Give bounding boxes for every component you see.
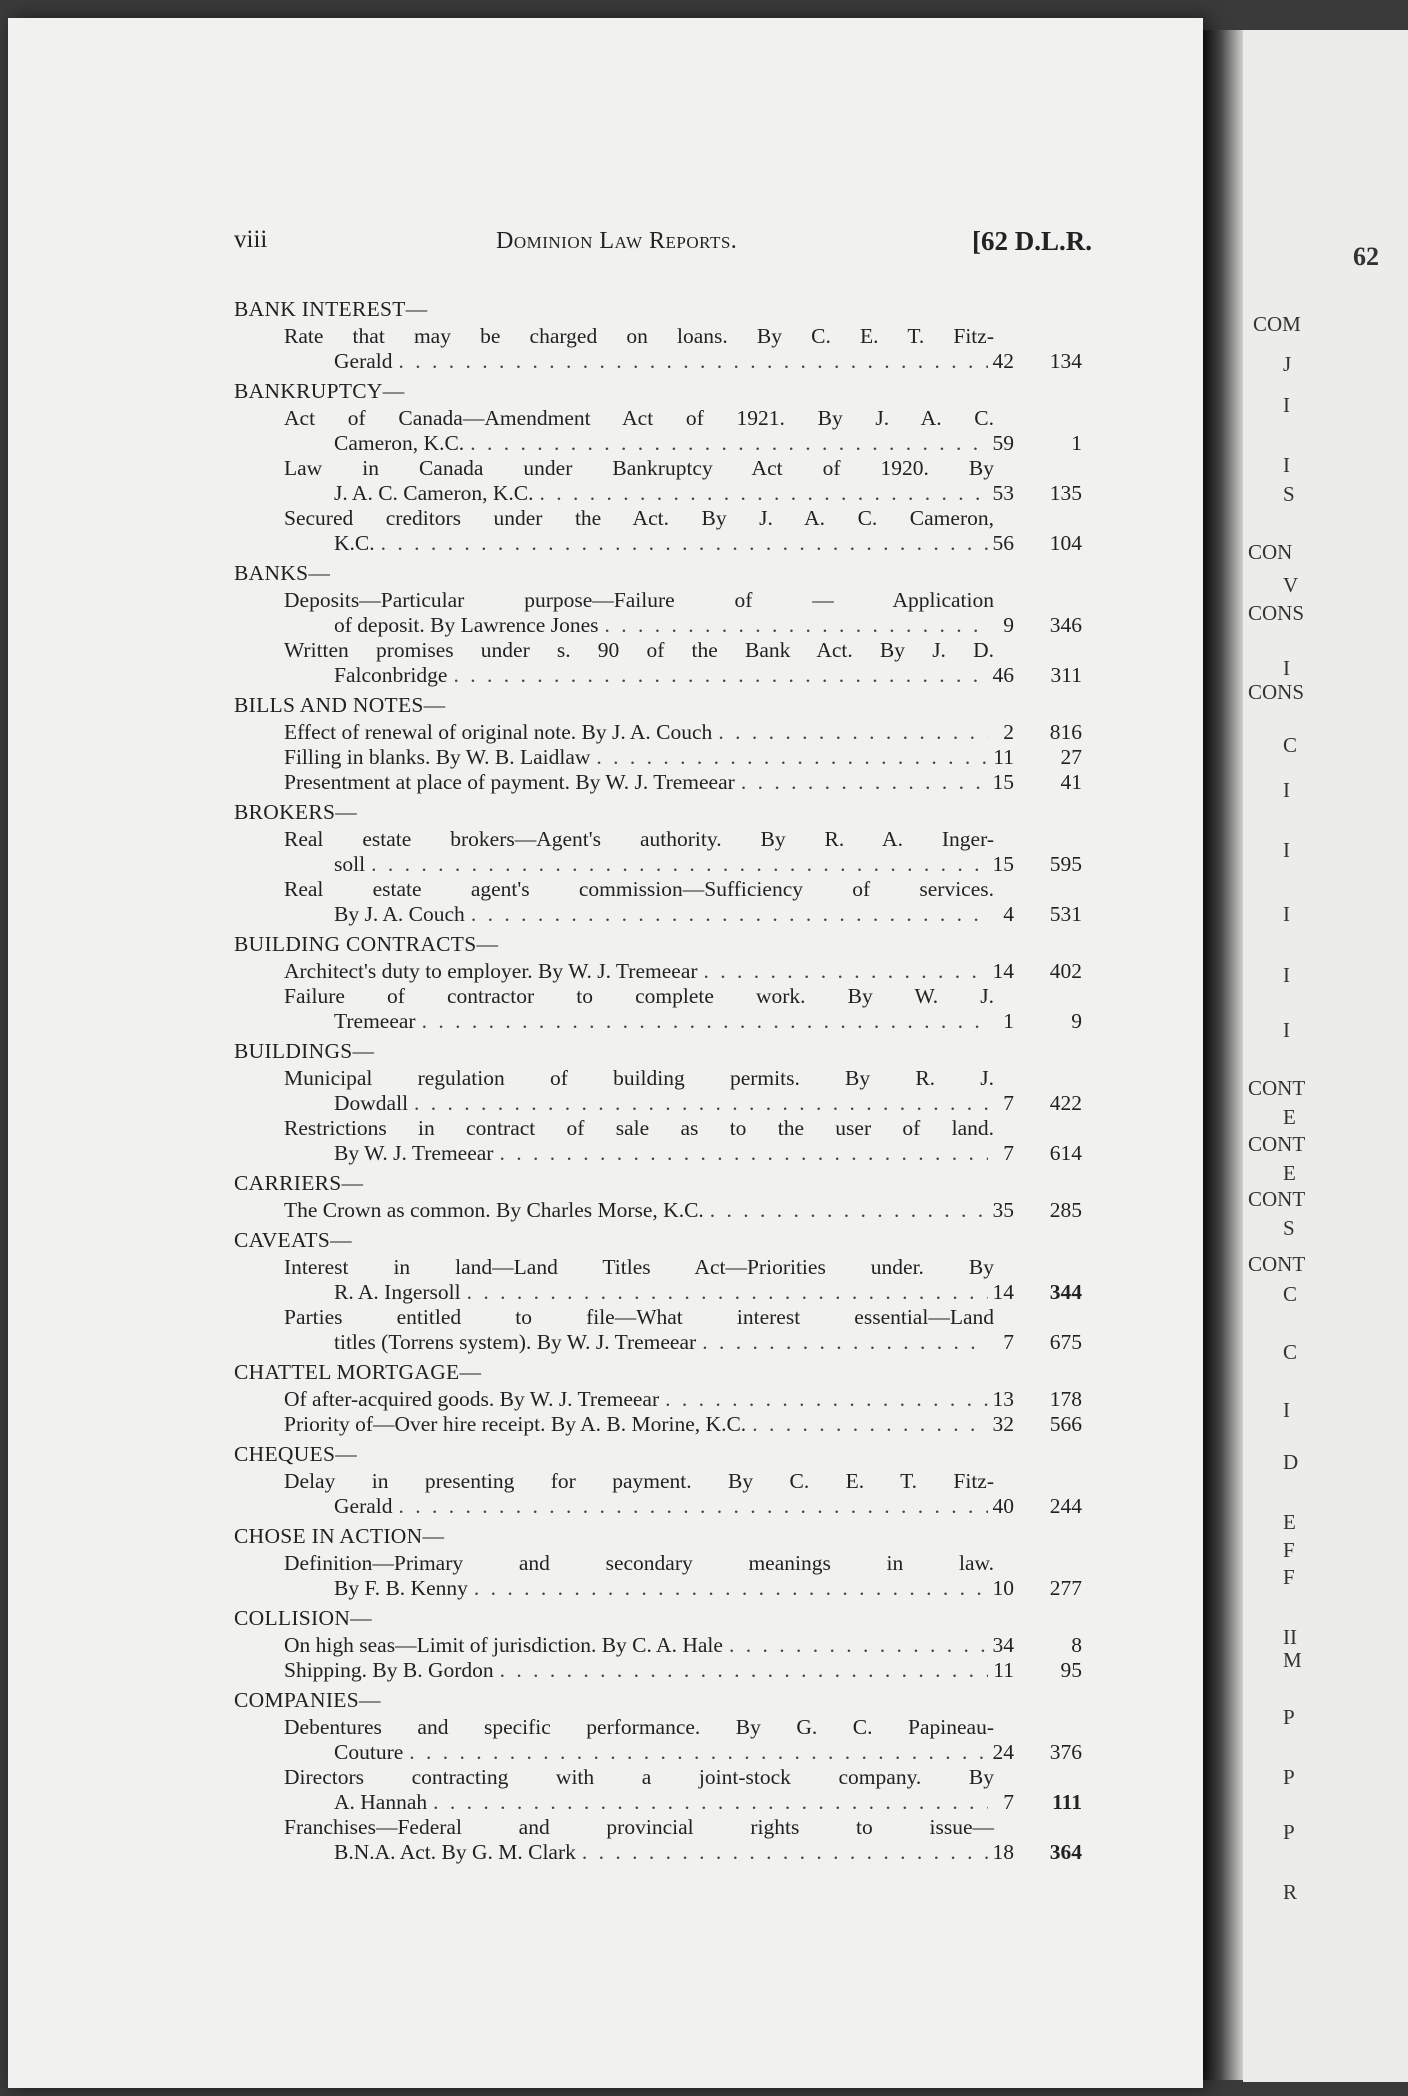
index-entry: [234, 506, 1086, 556]
entry-text-line: [234, 1116, 1086, 1141]
facing-page-fragment: I: [1283, 393, 1290, 417]
volume-number: 34: [992, 1633, 1014, 1657]
entry-final-line: [234, 1576, 1086, 1601]
facing-page-fragment: CONT: [1248, 1132, 1306, 1156]
facing-page-fragment: CONT: [1248, 1252, 1306, 1276]
dot-leader: [752, 1412, 988, 1437]
facing-page-fragment: J: [1283, 352, 1292, 376]
index-entry: [234, 877, 1086, 927]
entry-final-line: [234, 1412, 1086, 1437]
dot-leader: [371, 852, 988, 877]
index-heading: BUILDINGS—: [234, 1039, 375, 1063]
entry-final-line: [234, 531, 1086, 556]
page-number: 134: [1049, 349, 1082, 373]
dot-leader: [605, 613, 989, 638]
facing-volume-number: 62: [1353, 242, 1379, 271]
entry-final-line: [234, 1009, 1086, 1034]
leader-row: [284, 1658, 994, 1683]
index-heading: CHEQUES—: [234, 1442, 358, 1466]
page-number: 531: [1049, 902, 1082, 926]
leader-row: [334, 1141, 994, 1166]
entry-text: J. A. C. Cameron, K.C.: [334, 481, 534, 505]
page-number: 675: [1049, 1330, 1082, 1354]
entry-text: Architect's duty to employer. By W. J. Tremeear: [284, 959, 698, 983]
entry-text: By J. A. Couch: [334, 902, 465, 926]
entry-text: Filling in blanks. By W. B. Laidlaw: [284, 745, 591, 769]
leader-row: [334, 1840, 994, 1865]
entry-text: Rate that may be charged on loans. By C. E. T. Fitz-: [284, 324, 994, 348]
page-number: 111: [1052, 1790, 1082, 1814]
dot-leader: [500, 1658, 988, 1683]
entry-text: Failure of contractor to complete work. By W. J.: [284, 984, 994, 1008]
entry-text-line: [234, 1255, 1086, 1280]
dot-leader: [704, 959, 988, 984]
leader-row: [334, 1091, 994, 1116]
facing-page-fragment: II: [1283, 1625, 1297, 1649]
entry-text: Secured creditors under the Act. By J. A. C. Cameron,: [284, 506, 994, 530]
page-number: 285: [1049, 1198, 1082, 1222]
entry-final-line: [234, 1280, 1086, 1305]
entry-final-line: [234, 1740, 1086, 1765]
facing-page-fragment: D: [1283, 1450, 1299, 1474]
index-heading: BROKERS—: [234, 800, 358, 824]
facing-page-fragment: S: [1283, 482, 1295, 506]
volume-number: 1: [1003, 1009, 1014, 1033]
index-heading: COMPANIES—: [234, 1688, 381, 1712]
entry-text-line: [234, 588, 1086, 613]
page-number: 566: [1049, 1412, 1082, 1436]
entry-final-line: [234, 1633, 1086, 1658]
entry-text: Law in Canada under Bankruptcy Act of 1920. By: [284, 456, 994, 480]
entry-text: Directors contracting with a joint-stock company. By: [284, 1765, 994, 1789]
page-number: 376: [1049, 1740, 1082, 1764]
facing-page-fragment: F: [1283, 1565, 1295, 1589]
leader-row: [284, 1412, 994, 1437]
facing-page-fragment: P: [1283, 1765, 1295, 1789]
page-number: 595: [1049, 852, 1082, 876]
page-number: 244: [1049, 1494, 1082, 1518]
volume-number: 11: [993, 745, 1014, 769]
dot-leader: [399, 1494, 989, 1519]
volume-number: 40: [992, 1494, 1014, 1518]
index-heading: BUILDING CONTRACTS—: [234, 932, 499, 956]
entry-text-line: [234, 1469, 1086, 1494]
facing-page-fragment: P: [1283, 1820, 1295, 1844]
index-entry: [234, 1633, 1086, 1658]
entry-text: Franchises—Federal and provincial rights to issue—: [284, 1815, 994, 1839]
page-number: 41: [1060, 770, 1082, 794]
dot-leader: [741, 770, 988, 795]
index-entry: [234, 1116, 1086, 1166]
entry-final-line: [234, 613, 1086, 638]
volume-number: 4: [1003, 902, 1014, 926]
facing-page-fragment: F: [1283, 1538, 1295, 1562]
facing-page-fragment: I: [1283, 453, 1290, 477]
entry-text: Falconbridge: [334, 663, 448, 687]
facing-page-fragment: I: [1283, 963, 1290, 987]
index-entry: [234, 588, 1086, 638]
index-heading: CARRIERS—: [234, 1171, 364, 1195]
entry-text: Gerald: [334, 1494, 393, 1518]
facing-page-fragment: CONT: [1248, 1187, 1306, 1211]
entry-text: Real estate brokers—Agent's authority. By R. A. Inger-: [284, 827, 994, 851]
index-heading: CHATTEL MORTGAGE—: [234, 1360, 482, 1384]
entry-text-line: [234, 1066, 1086, 1091]
dot-leader: [665, 1387, 988, 1412]
index-entry: [234, 745, 1086, 770]
volume-number: 9: [1003, 613, 1014, 637]
dot-leader: [499, 1141, 988, 1166]
dot-leader: [453, 663, 988, 688]
dot-leader: [474, 1576, 988, 1601]
volume-number: 11: [993, 1658, 1014, 1682]
leader-row: [334, 531, 994, 556]
dot-leader: [729, 1633, 988, 1658]
facing-page-fragment: CONS: [1248, 680, 1305, 704]
facing-page-fragment: I: [1283, 902, 1290, 926]
facing-page-fragment: I: [1283, 1018, 1290, 1042]
entry-final-line: [234, 1330, 1086, 1355]
index-entry: [234, 984, 1086, 1034]
facing-page-fragment: COM: [1253, 312, 1301, 336]
entry-text-line: [234, 1551, 1086, 1576]
entry-text: K.C.: [334, 531, 375, 555]
dot-leader: [702, 1330, 988, 1355]
dot-leader: [433, 1790, 988, 1815]
entry-final-line: [234, 1790, 1086, 1815]
leader-row: [334, 1576, 994, 1601]
entry-text: Effect of renewal of original note. By J. A. Couch: [284, 720, 713, 744]
entry-text: Debentures and specific performance. By G. C. Papineau-: [284, 1715, 994, 1739]
volume-number: 14: [992, 1280, 1014, 1304]
entry-final-line: [234, 959, 1086, 984]
index-entry: [234, 1198, 1086, 1223]
page-number: 1: [1071, 431, 1082, 455]
dot-leader: [582, 1840, 988, 1865]
index-entry: [234, 1658, 1086, 1683]
entry-final-line: [234, 902, 1086, 927]
index-heading: BANKRUPTCY—: [234, 379, 405, 403]
entry-text: titles (Torrens system). By W. J. Tremeear: [334, 1330, 697, 1354]
page-number: 277: [1049, 1576, 1082, 1600]
entry-final-line: [234, 431, 1086, 456]
book-gutter: [1203, 30, 1243, 2080]
volume-number: 13: [992, 1387, 1014, 1411]
facing-page-fragment: I: [1283, 1398, 1290, 1422]
index-entry: [234, 324, 1086, 374]
index-heading: COLLISION—: [234, 1606, 372, 1630]
facing-page-fragment: I: [1283, 838, 1290, 862]
entry-final-line: [234, 1387, 1086, 1412]
page-number: 422: [1049, 1091, 1082, 1115]
index-entry: [234, 1066, 1086, 1116]
facing-page-fragment: C: [1283, 733, 1298, 757]
facing-page-fragment: R: [1283, 1880, 1298, 1904]
entry-text: soll: [334, 852, 366, 876]
dot-leader: [467, 1280, 988, 1305]
index-heading: BILLS AND NOTES—: [234, 693, 446, 717]
page-number: 178: [1049, 1387, 1082, 1411]
page-number: 311: [1050, 663, 1082, 687]
entry-text: Couture: [334, 1740, 404, 1764]
entry-text: On high seas—Limit of jurisdiction. By C. A. Hale: [284, 1633, 723, 1657]
entry-text-line: [234, 877, 1086, 902]
index-entry: [234, 770, 1086, 795]
facing-page-fragment: M: [1283, 1648, 1302, 1672]
entry-text-line: [234, 827, 1086, 852]
dot-leader: [596, 745, 988, 770]
entry-text: Real estate agent's commission—Sufficiency of services.: [284, 877, 994, 901]
entry-text: Parties entitled to file—What interest essential—Land: [284, 1305, 994, 1329]
volume-number: 59: [992, 431, 1014, 455]
leader-row: [334, 349, 994, 374]
index-heading: CAVEATS—: [234, 1228, 352, 1252]
leader-row: [334, 663, 994, 688]
dot-leader: [471, 902, 988, 927]
entry-text: Act of Canada—Amendment Act of 1921. By J. A. C.: [284, 406, 994, 430]
entry-text-line: [234, 638, 1086, 663]
page-number: viii: [234, 226, 268, 253]
page-number: 816: [1049, 720, 1082, 744]
volume-number: 42: [992, 349, 1014, 373]
entry-text: Definition—Primary and secondary meanings in law.: [284, 1551, 994, 1575]
index-entry: [234, 1412, 1086, 1437]
dot-leader: [414, 1091, 988, 1116]
volume-number: 7: [1003, 1330, 1014, 1354]
volume-number: 14: [992, 959, 1014, 983]
page-number: 344: [1049, 1280, 1082, 1304]
entry-text-line: [234, 984, 1086, 1009]
index-heading: CHOSE IN ACTION—: [234, 1524, 445, 1548]
facing-page-fragment: I: [1283, 656, 1290, 680]
index-entry: [234, 1715, 1086, 1765]
index-heading: BANKS—: [234, 561, 331, 585]
running-title: Dominion Law Reports.: [496, 228, 738, 254]
page-number: 402: [1049, 959, 1082, 983]
leader-row: [284, 1387, 994, 1412]
volume-number: 7: [1003, 1141, 1014, 1165]
page-number: 9: [1071, 1009, 1082, 1033]
entry-text-line: [234, 1715, 1086, 1740]
entry-final-line: [234, 1091, 1086, 1116]
entry-text: Dowdall: [334, 1091, 409, 1115]
facing-page-fragment: I: [1283, 778, 1290, 802]
index-entry: [234, 1765, 1086, 1815]
leader-row: [334, 1494, 994, 1519]
facing-page-fragment: V: [1283, 573, 1299, 597]
volume-number: 35: [992, 1198, 1014, 1222]
index-entry: [234, 1305, 1086, 1355]
volume-number: 53: [992, 481, 1014, 505]
entry-text: Municipal regulation of building permits. By R. J.: [284, 1066, 994, 1090]
leader-row: [334, 481, 994, 506]
page-number: 364: [1049, 1840, 1082, 1864]
entry-final-line: [234, 663, 1086, 688]
entry-text: Interest in land—Land Titles Act—Priorities under. By: [284, 1255, 994, 1279]
volume-number: 7: [1003, 1790, 1014, 1814]
leader-row: [284, 1198, 994, 1223]
dot-leader: [710, 1198, 988, 1223]
dot-leader: [422, 1009, 988, 1034]
entry-text-line: [234, 1815, 1086, 1840]
page-number: 346: [1049, 613, 1082, 637]
leader-row: [334, 902, 994, 927]
facing-page-fragment: C: [1283, 1282, 1298, 1306]
facing-page-fragment: E: [1283, 1105, 1296, 1129]
facing-page-fragment: E: [1283, 1161, 1296, 1185]
leader-row: [334, 431, 994, 456]
volume-number: 2: [1003, 720, 1014, 744]
entry-final-line: [234, 1494, 1086, 1519]
index-entry: [234, 406, 1086, 456]
leader-row: [334, 1790, 994, 1815]
facing-page-fragment: CONS: [1248, 601, 1305, 625]
entry-text-line: [234, 406, 1086, 431]
index-entry: [234, 1387, 1086, 1412]
index-entry: [234, 1815, 1086, 1865]
index-heading: BANK INTEREST—: [234, 297, 428, 321]
subject-index: [234, 292, 1086, 1865]
volume-number: 7: [1003, 1091, 1014, 1115]
index-entry: [234, 1551, 1086, 1601]
page-number: 27: [1060, 745, 1082, 769]
volume-number: 46: [992, 663, 1014, 687]
entry-final-line: [234, 720, 1086, 745]
entry-text-line: [234, 1305, 1086, 1330]
volume-reference: [62 D.L.R.: [972, 226, 1092, 256]
entry-text: Deposits—Particular purpose—Failure of — Application: [284, 588, 994, 612]
entry-final-line: [234, 745, 1086, 770]
index-entry: [234, 1255, 1086, 1305]
page-number: 95: [1060, 1658, 1082, 1682]
index-entry: [234, 1469, 1086, 1519]
entry-final-line: [234, 1840, 1086, 1865]
entry-text: of deposit. By Lawrence Jones: [334, 613, 599, 637]
page-number: 135: [1049, 481, 1082, 505]
leader-row: [284, 959, 994, 984]
volume-number: 24: [992, 1740, 1014, 1764]
leader-row: [284, 1633, 994, 1658]
leader-row: [334, 852, 994, 877]
facing-page-fragment: S: [1283, 1216, 1295, 1240]
volume-number: 32: [992, 1412, 1014, 1436]
leader-row: [334, 1280, 994, 1305]
page-number: 614: [1049, 1141, 1082, 1165]
dot-leader: [539, 481, 988, 506]
entry-text-line: [234, 1765, 1086, 1790]
entry-final-line: [234, 1141, 1086, 1166]
facing-page: [1243, 30, 1408, 2082]
entry-final-line: [234, 770, 1086, 795]
dot-leader: [381, 531, 988, 556]
volume-number: 15: [992, 770, 1014, 794]
leader-row: [334, 1330, 994, 1355]
entry-final-line: [234, 1658, 1086, 1683]
entry-text: Tremeear: [334, 1009, 416, 1033]
entry-final-line: [234, 852, 1086, 877]
entry-text: By F. B. Kenny: [334, 1576, 468, 1600]
facing-page-fragment: P: [1283, 1705, 1295, 1729]
index-entry: [234, 827, 1086, 877]
facing-page-fragment: CON: [1248, 540, 1293, 564]
entry-text: Shipping. By B. Gordon: [284, 1658, 494, 1682]
index-entry: [234, 959, 1086, 984]
running-header: [234, 226, 1090, 260]
facing-page-fragment: E: [1283, 1510, 1296, 1534]
volume-number: 56: [992, 531, 1014, 555]
leader-row: [284, 770, 994, 795]
volume-number: 18: [992, 1840, 1014, 1864]
dot-leader: [718, 720, 988, 745]
entry-final-line: [234, 1198, 1086, 1223]
entry-text: Of after-acquired goods. By W. J. Tremeear: [284, 1387, 660, 1411]
entry-text-line: [234, 456, 1086, 481]
entry-text: The Crown as common. By Charles Morse, K.C.: [284, 1198, 704, 1222]
leader-row: [334, 613, 994, 638]
entry-text: R. A. Ingersoll: [334, 1280, 461, 1304]
index-entry: [234, 456, 1086, 506]
entry-final-line: [234, 349, 1086, 374]
entry-text: Presentment at place of payment. By W. J. Tremeear: [284, 770, 735, 794]
page-number: 104: [1049, 531, 1082, 555]
entry-text: Written promises under s. 90 of the Bank Act. By J. D.: [284, 638, 994, 662]
volume-number: 15: [992, 852, 1014, 876]
entry-text: B.N.A. Act. By G. M. Clark: [334, 1840, 576, 1864]
leader-row: [284, 720, 994, 745]
entry-text: Cameron, K.C.: [334, 431, 465, 455]
entry-text-line: [234, 324, 1086, 349]
entry-text: By W. J. Tremeear: [334, 1141, 494, 1165]
page-number: 8: [1071, 1633, 1082, 1657]
dot-leader: [470, 431, 988, 456]
entry-final-line: [234, 481, 1086, 506]
volume-number: 10: [992, 1576, 1014, 1600]
entry-text-line: [234, 506, 1086, 531]
leader-row: [284, 745, 994, 770]
entry-text: Delay in presenting for payment. By C. E. T. Fitz-: [284, 1469, 994, 1493]
entry-text: Restrictions in contract of sale as to the user of land.: [284, 1116, 994, 1140]
entry-text: Gerald: [334, 349, 393, 373]
entry-text: Priority of—Over hire receipt. By A. B. Morine, K.C.: [284, 1412, 747, 1436]
dot-leader: [409, 1740, 988, 1765]
facing-page-fragment: C: [1283, 1340, 1298, 1364]
index-entry: [234, 638, 1086, 688]
dot-leader: [399, 349, 989, 374]
entry-text: A. Hannah: [334, 1790, 428, 1814]
leader-row: [334, 1740, 994, 1765]
facing-page-fragment: CONT: [1248, 1076, 1306, 1100]
index-entry: [234, 720, 1086, 745]
leader-row: [334, 1009, 994, 1034]
